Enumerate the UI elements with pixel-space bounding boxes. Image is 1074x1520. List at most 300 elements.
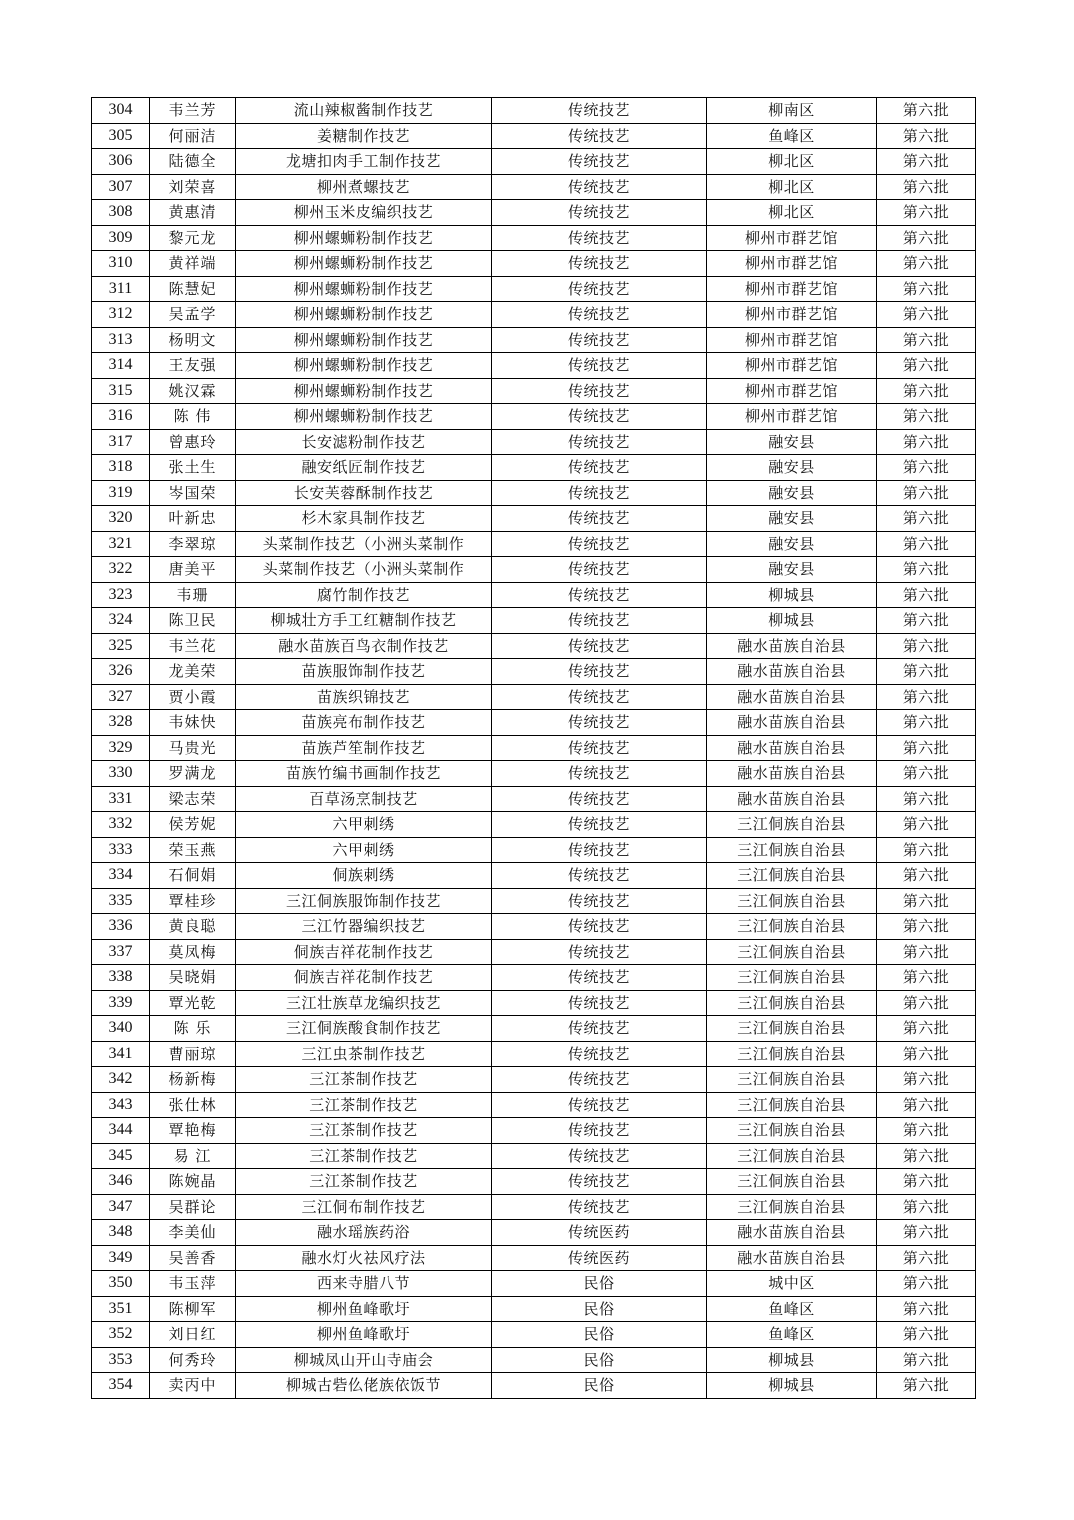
inheritor-name-cell: 杨新梅 <box>150 1067 236 1093</box>
heritage-item-cell: 三江侗布制作技艺 <box>236 1194 492 1220</box>
inheritor-name-cell: 莫凤梅 <box>150 939 236 965</box>
heritage-item-cell: 融安纸匠制作技艺 <box>236 455 492 481</box>
inheritor-name-cell: 陆德全 <box>150 149 236 175</box>
category-cell: 传统技艺 <box>492 1067 707 1093</box>
table-row <box>92 1322 976 1348</box>
area-cell: 三江侗族自治县 <box>707 939 877 965</box>
serial-number-cell: 334 <box>92 863 150 889</box>
batch-cell: 第六批 <box>877 1092 976 1118</box>
inheritor-name-cell: 何秀玲 <box>150 1347 236 1373</box>
batch-cell: 第六批 <box>877 531 976 557</box>
area-cell: 融水苗族自治县 <box>707 710 877 736</box>
heritage-item-cell: 柳州鱼峰歌圩 <box>236 1322 492 1348</box>
serial-number-cell: 317 <box>92 429 150 455</box>
heritage-item-cell: 头菜制作技艺（小洲头菜制作 <box>236 557 492 583</box>
category-cell: 传统技艺 <box>492 429 707 455</box>
batch-cell: 第六批 <box>877 123 976 149</box>
category-cell: 传统技艺 <box>492 506 707 532</box>
batch-cell: 第六批 <box>877 1296 976 1322</box>
category-cell: 传统技艺 <box>492 123 707 149</box>
heritage-item-cell: 融水苗族百鸟衣制作技艺 <box>236 633 492 659</box>
heritage-item-cell: 流山辣椒酱制作技艺 <box>236 98 492 124</box>
table-row <box>92 429 976 455</box>
area-cell: 融水苗族自治县 <box>707 659 877 685</box>
table-row <box>92 914 976 940</box>
heritage-item-cell: 腐竹制作技艺 <box>236 582 492 608</box>
serial-number-cell: 305 <box>92 123 150 149</box>
inheritor-name-cell: 黄祥端 <box>150 251 236 277</box>
category-cell: 传统技艺 <box>492 1169 707 1195</box>
category-cell: 传统技艺 <box>492 888 707 914</box>
batch-cell: 第六批 <box>877 225 976 251</box>
area-cell: 三江侗族自治县 <box>707 1041 877 1067</box>
heritage-item-cell: 侗族吉祥花制作技艺 <box>236 965 492 991</box>
serial-number-cell: 315 <box>92 378 150 404</box>
heritage-item-cell: 柳州鱼峰歌圩 <box>236 1296 492 1322</box>
inheritor-name-cell: 石侗娟 <box>150 863 236 889</box>
category-cell: 传统技艺 <box>492 812 707 838</box>
category-cell: 传统技艺 <box>492 557 707 583</box>
serial-number-cell: 351 <box>92 1296 150 1322</box>
table-row <box>92 888 976 914</box>
table-row <box>92 812 976 838</box>
inheritor-name-cell: 刘日红 <box>150 1322 236 1348</box>
heritage-item-cell: 龙塘扣肉手工制作技艺 <box>236 149 492 175</box>
table-row <box>92 1016 976 1042</box>
inheritor-name-cell: 龙美荣 <box>150 659 236 685</box>
batch-cell: 第六批 <box>877 557 976 583</box>
category-cell: 传统技艺 <box>492 531 707 557</box>
table-row <box>92 761 976 787</box>
batch-cell: 第六批 <box>877 939 976 965</box>
category-cell: 传统技艺 <box>492 225 707 251</box>
serial-number-cell: 337 <box>92 939 150 965</box>
inheritor-name-cell: 黄良聪 <box>150 914 236 940</box>
category-cell: 传统技艺 <box>492 837 707 863</box>
table-row <box>92 633 976 659</box>
inheritor-name-cell: 覃艳梅 <box>150 1118 236 1144</box>
serial-number-cell: 326 <box>92 659 150 685</box>
serial-number-cell: 336 <box>92 914 150 940</box>
category-cell: 传统技艺 <box>492 965 707 991</box>
category-cell: 传统技艺 <box>492 174 707 200</box>
area-cell: 柳城县 <box>707 1373 877 1399</box>
area-cell: 三江侗族自治县 <box>707 990 877 1016</box>
table-row <box>92 1347 976 1373</box>
serial-number-cell: 304 <box>92 98 150 124</box>
heritage-item-cell: 柳州螺蛳粉制作技艺 <box>236 302 492 328</box>
area-cell: 融水苗族自治县 <box>707 1245 877 1271</box>
inheritor-name-cell: 黎元龙 <box>150 225 236 251</box>
category-cell: 传统技艺 <box>492 276 707 302</box>
batch-cell: 第六批 <box>877 1322 976 1348</box>
area-cell: 融安县 <box>707 506 877 532</box>
serial-number-cell: 311 <box>92 276 150 302</box>
category-cell: 传统技艺 <box>492 480 707 506</box>
table-row <box>92 684 976 710</box>
heritage-item-cell: 三江侗族服饰制作技艺 <box>236 888 492 914</box>
inheritor-name-cell: 贾小霞 <box>150 684 236 710</box>
inheritor-name-cell: 黄惠清 <box>150 200 236 226</box>
batch-cell: 第六批 <box>877 276 976 302</box>
serial-number-cell: 332 <box>92 812 150 838</box>
table-row <box>92 98 976 124</box>
serial-number-cell: 327 <box>92 684 150 710</box>
serial-number-cell: 349 <box>92 1245 150 1271</box>
inheritor-name-cell: 唐美平 <box>150 557 236 583</box>
heritage-item-cell: 柳州螺蛳粉制作技艺 <box>236 276 492 302</box>
inheritor-table <box>91 97 976 1399</box>
serial-number-cell: 342 <box>92 1067 150 1093</box>
table-row <box>92 990 976 1016</box>
inheritor-name-cell: 罗满龙 <box>150 761 236 787</box>
area-cell: 融水苗族自治县 <box>707 786 877 812</box>
serial-number-cell: 328 <box>92 710 150 736</box>
table-row <box>92 786 976 812</box>
table-row <box>92 404 976 430</box>
batch-cell: 第六批 <box>877 582 976 608</box>
category-cell: 传统技艺 <box>492 1118 707 1144</box>
batch-cell: 第六批 <box>877 812 976 838</box>
inheritor-name-cell: 杨明文 <box>150 327 236 353</box>
batch-cell: 第六批 <box>877 327 976 353</box>
batch-cell: 第六批 <box>877 735 976 761</box>
serial-number-cell: 319 <box>92 480 150 506</box>
table-row <box>92 1194 976 1220</box>
category-cell: 传统医药 <box>492 1245 707 1271</box>
area-cell: 鱼峰区 <box>707 123 877 149</box>
heritage-item-cell: 苗族服饰制作技艺 <box>236 659 492 685</box>
category-cell: 传统技艺 <box>492 1143 707 1169</box>
inheritor-name-cell: 易 江 <box>150 1143 236 1169</box>
inheritor-name-cell: 卖丙中 <box>150 1373 236 1399</box>
heritage-item-cell: 姜糖制作技艺 <box>236 123 492 149</box>
area-cell: 鱼峰区 <box>707 1296 877 1322</box>
table-row <box>92 939 976 965</box>
heritage-item-cell: 六甲刺绣 <box>236 837 492 863</box>
serial-number-cell: 322 <box>92 557 150 583</box>
heritage-item-cell: 柳城古砦仫佬族依饭节 <box>236 1373 492 1399</box>
serial-number-cell: 346 <box>92 1169 150 1195</box>
batch-cell: 第六批 <box>877 633 976 659</box>
area-cell: 柳北区 <box>707 200 877 226</box>
batch-cell: 第六批 <box>877 174 976 200</box>
category-cell: 传统技艺 <box>492 761 707 787</box>
inheritor-name-cell: 陈婉晶 <box>150 1169 236 1195</box>
category-cell: 传统技艺 <box>492 1016 707 1042</box>
category-cell: 民俗 <box>492 1322 707 1348</box>
area-cell: 柳州市群艺馆 <box>707 404 877 430</box>
area-cell: 柳城县 <box>707 608 877 634</box>
inheritor-name-cell: 张土生 <box>150 455 236 481</box>
inheritor-name-cell: 叶新忠 <box>150 506 236 532</box>
table-row <box>92 1092 976 1118</box>
area-cell: 融安县 <box>707 531 877 557</box>
serial-number-cell: 352 <box>92 1322 150 1348</box>
heritage-item-cell: 苗族亮布制作技艺 <box>236 710 492 736</box>
area-cell: 三江侗族自治县 <box>707 837 877 863</box>
batch-cell: 第六批 <box>877 863 976 889</box>
table-row <box>92 353 976 379</box>
serial-number-cell: 347 <box>92 1194 150 1220</box>
batch-cell: 第六批 <box>877 1118 976 1144</box>
table-row <box>92 251 976 277</box>
batch-cell: 第六批 <box>877 710 976 736</box>
category-cell: 传统技艺 <box>492 149 707 175</box>
batch-cell: 第六批 <box>877 888 976 914</box>
heritage-item-cell: 柳州螺蛳粉制作技艺 <box>236 327 492 353</box>
area-cell: 融水苗族自治县 <box>707 1220 877 1246</box>
area-cell: 柳州市群艺馆 <box>707 378 877 404</box>
category-cell: 传统医药 <box>492 1220 707 1246</box>
category-cell: 传统技艺 <box>492 327 707 353</box>
table-row <box>92 557 976 583</box>
category-cell: 传统技艺 <box>492 710 707 736</box>
category-cell: 传统技艺 <box>492 659 707 685</box>
serial-number-cell: 329 <box>92 735 150 761</box>
table-row <box>92 302 976 328</box>
heritage-item-cell: 百草汤烹制技艺 <box>236 786 492 812</box>
category-cell: 传统技艺 <box>492 455 707 481</box>
table-row <box>92 455 976 481</box>
table-row <box>92 1169 976 1195</box>
heritage-item-cell: 三江茶制作技艺 <box>236 1169 492 1195</box>
serial-number-cell: 354 <box>92 1373 150 1399</box>
category-cell: 传统技艺 <box>492 990 707 1016</box>
inheritor-name-cell: 陈 伟 <box>150 404 236 430</box>
heritage-item-cell: 三江茶制作技艺 <box>236 1067 492 1093</box>
table-body <box>92 98 976 1399</box>
serial-number-cell: 341 <box>92 1041 150 1067</box>
heritage-item-cell: 柳州螺蛳粉制作技艺 <box>236 225 492 251</box>
category-cell: 传统技艺 <box>492 302 707 328</box>
batch-cell: 第六批 <box>877 1041 976 1067</box>
inheritor-name-cell: 李美仙 <box>150 1220 236 1246</box>
area-cell: 柳州市群艺馆 <box>707 327 877 353</box>
batch-cell: 第六批 <box>877 429 976 455</box>
heritage-item-cell: 融水灯火祛风疗法 <box>236 1245 492 1271</box>
area-cell: 融安县 <box>707 557 877 583</box>
category-cell: 传统技艺 <box>492 684 707 710</box>
batch-cell: 第六批 <box>877 200 976 226</box>
serial-number-cell: 323 <box>92 582 150 608</box>
category-cell: 民俗 <box>492 1271 707 1297</box>
batch-cell: 第六批 <box>877 480 976 506</box>
heritage-item-cell: 西来寺腊八节 <box>236 1271 492 1297</box>
table-row <box>92 582 976 608</box>
serial-number-cell: 330 <box>92 761 150 787</box>
heritage-item-cell: 融水瑶族药浴 <box>236 1220 492 1246</box>
category-cell: 传统技艺 <box>492 378 707 404</box>
inheritor-name-cell: 姚汉霖 <box>150 378 236 404</box>
area-cell: 融水苗族自治县 <box>707 735 877 761</box>
table-row <box>92 327 976 353</box>
inheritor-name-cell: 张仕林 <box>150 1092 236 1118</box>
inheritor-name-cell: 韦妹快 <box>150 710 236 736</box>
batch-cell: 第六批 <box>877 149 976 175</box>
area-cell: 柳州市群艺馆 <box>707 276 877 302</box>
batch-cell: 第六批 <box>877 1220 976 1246</box>
batch-cell: 第六批 <box>877 1245 976 1271</box>
area-cell: 融水苗族自治县 <box>707 633 877 659</box>
heritage-item-cell: 六甲刺绣 <box>236 812 492 838</box>
area-cell: 融安县 <box>707 480 877 506</box>
inheritor-name-cell: 韦珊 <box>150 582 236 608</box>
heritage-item-cell: 三江壮族草龙编织技艺 <box>236 990 492 1016</box>
inheritor-name-cell: 陈柳军 <box>150 1296 236 1322</box>
heritage-item-cell: 三江茶制作技艺 <box>236 1092 492 1118</box>
batch-cell: 第六批 <box>877 990 976 1016</box>
area-cell: 三江侗族自治县 <box>707 1143 877 1169</box>
table-row <box>92 1245 976 1271</box>
area-cell: 柳州市群艺馆 <box>707 353 877 379</box>
category-cell: 民俗 <box>492 1373 707 1399</box>
batch-cell: 第六批 <box>877 1347 976 1373</box>
inheritor-name-cell: 陈 乐 <box>150 1016 236 1042</box>
batch-cell: 第六批 <box>877 1016 976 1042</box>
table-row <box>92 200 976 226</box>
batch-cell: 第六批 <box>877 965 976 991</box>
table-row <box>92 174 976 200</box>
serial-number-cell: 343 <box>92 1092 150 1118</box>
area-cell: 鱼峰区 <box>707 1322 877 1348</box>
table-row <box>92 1296 976 1322</box>
serial-number-cell: 309 <box>92 225 150 251</box>
category-cell: 传统技艺 <box>492 786 707 812</box>
area-cell: 融水苗族自治县 <box>707 684 877 710</box>
inheritor-name-cell: 吴晓娟 <box>150 965 236 991</box>
area-cell: 融水苗族自治县 <box>707 761 877 787</box>
inheritor-name-cell: 王友强 <box>150 353 236 379</box>
serial-number-cell: 339 <box>92 990 150 1016</box>
table-row <box>92 1067 976 1093</box>
serial-number-cell: 306 <box>92 149 150 175</box>
category-cell: 传统技艺 <box>492 914 707 940</box>
batch-cell: 第六批 <box>877 251 976 277</box>
table-row <box>92 506 976 532</box>
serial-number-cell: 350 <box>92 1271 150 1297</box>
table-row <box>92 1220 976 1246</box>
inheritor-name-cell: 吴群论 <box>150 1194 236 1220</box>
inheritor-name-cell: 覃桂珍 <box>150 888 236 914</box>
heritage-item-cell: 三江茶制作技艺 <box>236 1118 492 1144</box>
table-row <box>92 1271 976 1297</box>
serial-number-cell: 312 <box>92 302 150 328</box>
category-cell: 传统技艺 <box>492 200 707 226</box>
heritage-item-cell: 柳城壮方手工红糖制作技艺 <box>236 608 492 634</box>
category-cell: 传统技艺 <box>492 1092 707 1118</box>
category-cell: 传统技艺 <box>492 939 707 965</box>
area-cell: 柳州市群艺馆 <box>707 251 877 277</box>
area-cell: 三江侗族自治县 <box>707 863 877 889</box>
table-row <box>92 378 976 404</box>
batch-cell: 第六批 <box>877 455 976 481</box>
batch-cell: 第六批 <box>877 1194 976 1220</box>
serial-number-cell: 316 <box>92 404 150 430</box>
category-cell: 传统技艺 <box>492 98 707 124</box>
heritage-item-cell: 苗族织锦技艺 <box>236 684 492 710</box>
batch-cell: 第六批 <box>877 1169 976 1195</box>
area-cell: 三江侗族自治县 <box>707 812 877 838</box>
inheritor-name-cell: 侯芳妮 <box>150 812 236 838</box>
inheritor-name-cell: 吴孟学 <box>150 302 236 328</box>
heritage-item-cell: 苗族芦笙制作技艺 <box>236 735 492 761</box>
area-cell: 三江侗族自治县 <box>707 965 877 991</box>
table-row <box>92 1118 976 1144</box>
batch-cell: 第六批 <box>877 786 976 812</box>
heritage-item-cell: 柳州玉米皮编织技艺 <box>236 200 492 226</box>
inheritor-name-cell: 梁志荣 <box>150 786 236 812</box>
serial-number-cell: 340 <box>92 1016 150 1042</box>
batch-cell: 第六批 <box>877 1143 976 1169</box>
serial-number-cell: 308 <box>92 200 150 226</box>
area-cell: 三江侗族自治县 <box>707 1194 877 1220</box>
table-row <box>92 1373 976 1399</box>
area-cell: 柳州市群艺馆 <box>707 302 877 328</box>
batch-cell: 第六批 <box>877 378 976 404</box>
batch-cell: 第六批 <box>877 1067 976 1093</box>
batch-cell: 第六批 <box>877 404 976 430</box>
batch-cell: 第六批 <box>877 353 976 379</box>
serial-number-cell: 348 <box>92 1220 150 1246</box>
table-row <box>92 123 976 149</box>
serial-number-cell: 338 <box>92 965 150 991</box>
batch-cell: 第六批 <box>877 914 976 940</box>
table-row <box>92 225 976 251</box>
serial-number-cell: 335 <box>92 888 150 914</box>
inheritor-name-cell: 曹丽琼 <box>150 1041 236 1067</box>
serial-number-cell: 324 <box>92 608 150 634</box>
inheritor-name-cell: 陈卫民 <box>150 608 236 634</box>
inheritor-name-cell: 刘荣喜 <box>150 174 236 200</box>
area-cell: 柳城县 <box>707 582 877 608</box>
category-cell: 民俗 <box>492 1347 707 1373</box>
serial-number-cell: 353 <box>92 1347 150 1373</box>
category-cell: 传统技艺 <box>492 735 707 761</box>
category-cell: 传统技艺 <box>492 863 707 889</box>
category-cell: 传统技艺 <box>492 251 707 277</box>
inheritor-name-cell: 韦玉萍 <box>150 1271 236 1297</box>
batch-cell: 第六批 <box>877 761 976 787</box>
heritage-item-cell: 侗族吉祥花制作技艺 <box>236 939 492 965</box>
batch-cell: 第六批 <box>877 608 976 634</box>
batch-cell: 第六批 <box>877 506 976 532</box>
area-cell: 柳北区 <box>707 149 877 175</box>
serial-number-cell: 320 <box>92 506 150 532</box>
inheritor-name-cell: 覃光乾 <box>150 990 236 1016</box>
area-cell: 融安县 <box>707 429 877 455</box>
serial-number-cell: 344 <box>92 1118 150 1144</box>
category-cell: 传统技艺 <box>492 1194 707 1220</box>
batch-cell: 第六批 <box>877 302 976 328</box>
table-row <box>92 965 976 991</box>
heritage-item-cell: 柳州螺蛳粉制作技艺 <box>236 251 492 277</box>
inheritor-name-cell: 马贵光 <box>150 735 236 761</box>
area-cell: 城中区 <box>707 1271 877 1297</box>
batch-cell: 第六批 <box>877 1373 976 1399</box>
heritage-item-cell: 长安芙蓉酥制作技艺 <box>236 480 492 506</box>
inheritor-name-cell: 岑国荣 <box>150 480 236 506</box>
batch-cell: 第六批 <box>877 98 976 124</box>
category-cell: 民俗 <box>492 1296 707 1322</box>
inheritor-name-cell: 韦兰花 <box>150 633 236 659</box>
table-row <box>92 149 976 175</box>
inheritor-name-cell: 吴善香 <box>150 1245 236 1271</box>
table-row <box>92 1143 976 1169</box>
serial-number-cell: 333 <box>92 837 150 863</box>
category-cell: 传统技艺 <box>492 608 707 634</box>
table-row <box>92 837 976 863</box>
